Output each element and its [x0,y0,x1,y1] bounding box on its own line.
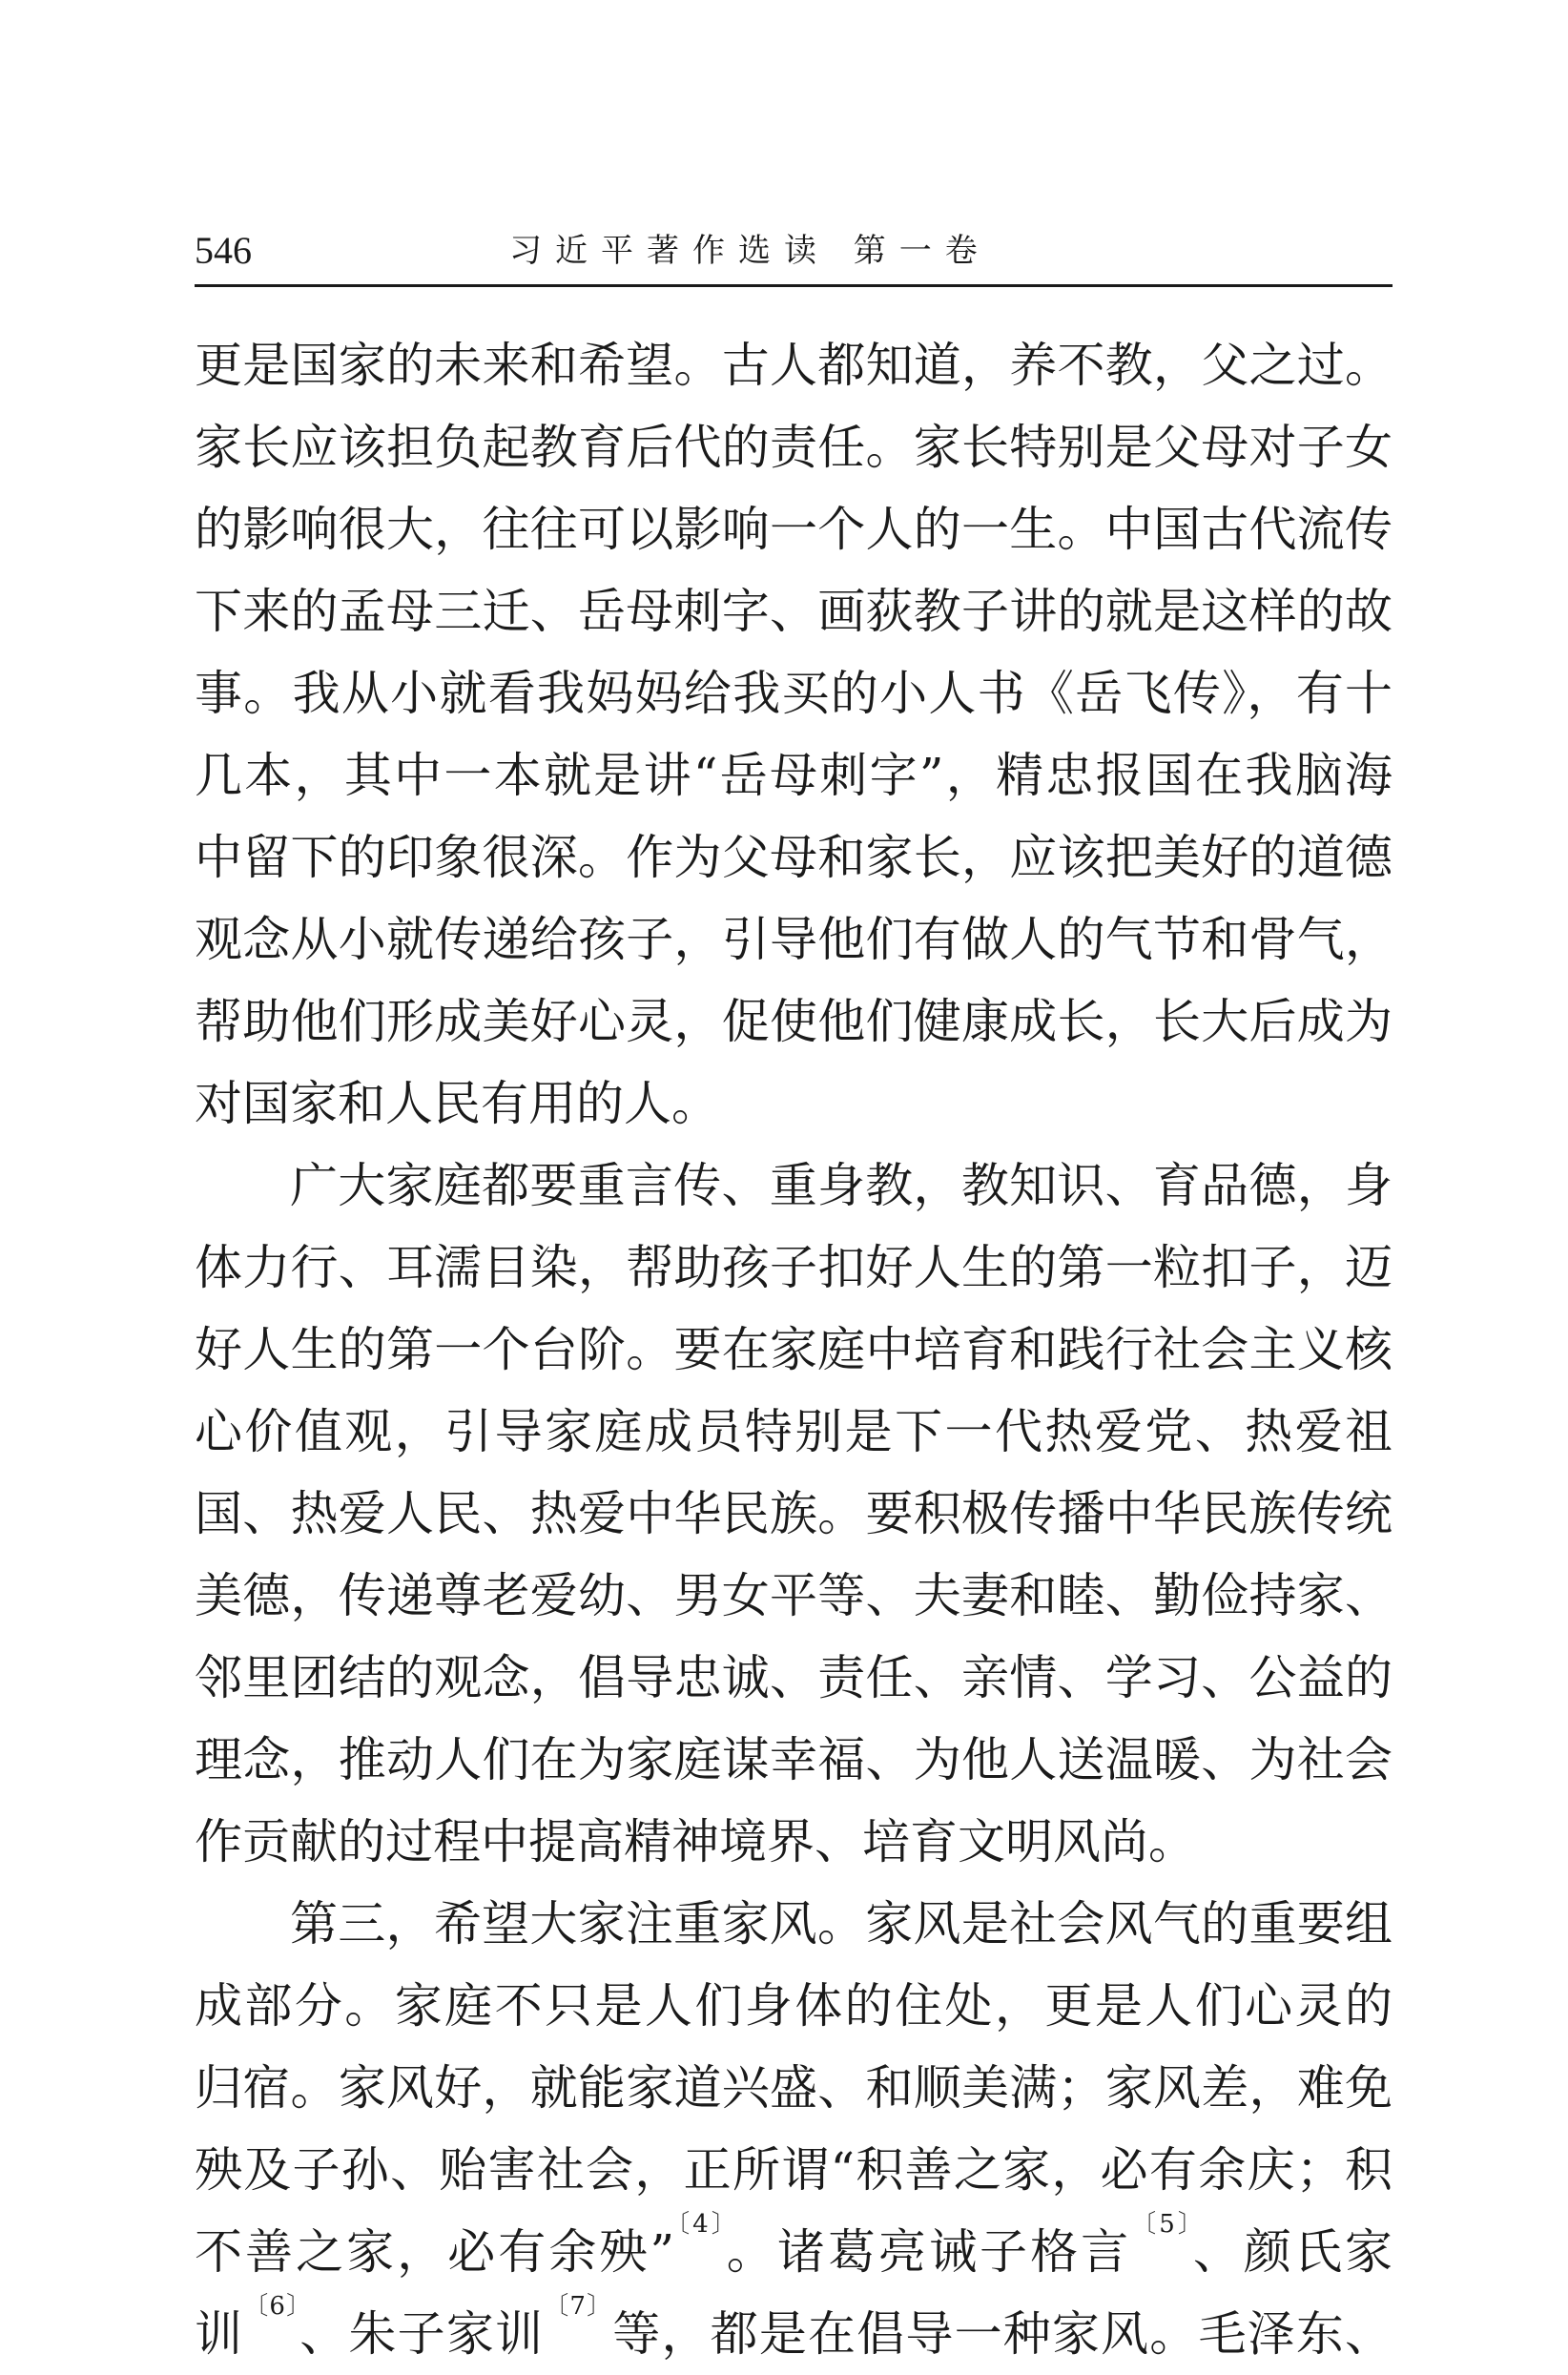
text-line: 归宿。家风好，就能家道兴盛、和顺美满；家风差，难免 [195,2060,1393,2116]
text-line: 成部分。家庭不只是人们身体的住处，更是人们心灵的 [195,1978,1393,2034]
text-line: 家长应该担负起教育后代的责任。家长特别是父母对子女 [195,420,1393,475]
text-line: 第三，希望大家注重家风。家风是社会风气的重要组 [290,1896,1393,1952]
text-line: 体力行、耳濡目染，帮助孩子扣好人生的第一粒扣子，迈 [195,1240,1393,1295]
text-line: 的影响很大，往往可以影响一个人的一生。中国古代流传 [195,502,1393,557]
text-line: 理念，推动人们在为家庭谋幸福、为他人送温暖、为社会 [195,1732,1393,1787]
text-line: 好人生的第一个台阶。要在家庭中培育和践行社会主义核 [195,1322,1393,1377]
text-line: 对国家和人民有用的人。 [195,1076,719,1131]
text-line: 心价值观，引导家庭成员特别是下一代热爱党、热爱祖 [195,1404,1393,1459]
text-line [195,2211,1393,2293]
text-line: 美德，传递尊老爱幼、男女平等、夫妻和睦、勤俭持家、 [195,1568,1393,1623]
body-text [195,324,1393,2375]
footnote-ref: 〔7〕 [544,2293,613,2321]
text-line: 事。我从小就看我妈妈给我买的小人书《岳飞传》，有十 [195,666,1393,721]
text-segment: 、颜氏家 [1192,2224,1393,2280]
footnote-ref: 〔4〕 [674,2211,727,2239]
text-segment: 。诸葛亮诫子格言 [726,2224,1132,2280]
text-segment: 等，都是在倡导一种家风。毛泽东、 [612,2306,1393,2362]
footnote-ref: 〔5〕 [1131,2211,1193,2239]
page-number: 546 [195,229,252,272]
text-line: 更是国家的未来和希望。古人都知道，养不教，父之过。 [195,338,1393,393]
text-line: 邻里团结的观念，倡导忠诚、责任、亲情、学习、公益的 [195,1650,1393,1705]
text-segment: 、朱子家训 [299,2306,545,2362]
text-line: 殃及子孙、贻害社会，正所谓“积善之家，必有余庆；积 [195,2142,1393,2198]
text-segment: 训 [195,2306,244,2362]
footnote-ref: 〔6〕 [243,2293,300,2321]
text-segment: 不善之家，必有余殃” [195,2224,675,2280]
text-line: 国、热爱人民、热爱中华民族。要积极传播中华民族传统 [195,1486,1393,1541]
text-line: 下来的孟母三迁、岳母刺字、画荻教子讲的就是这样的故 [195,584,1393,639]
text-line [195,2293,1393,2375]
book-title: 习近平著作选读 第一卷 [509,232,991,270]
text-line: 广大家庭都要重言传、重身教，教知识、育品德，身 [290,1158,1393,1213]
text-line: 中留下的印象很深。作为父母和家长，应该把美好的道德 [195,830,1393,885]
running-header [195,217,1393,287]
text-line: 作贡献的过程中提高精神境界、培育文明风尚。 [195,1814,1196,1869]
text-line: 观念从小就传递给孩子，引导他们有做人的气节和骨气， [195,912,1393,967]
text-line: 几本，其中一本就是讲“岳母刺字”，精忠报国在我脑海 [195,748,1393,803]
text-line: 帮助他们形成美好心灵，促使他们健康成长，长大后成为 [195,994,1393,1049]
